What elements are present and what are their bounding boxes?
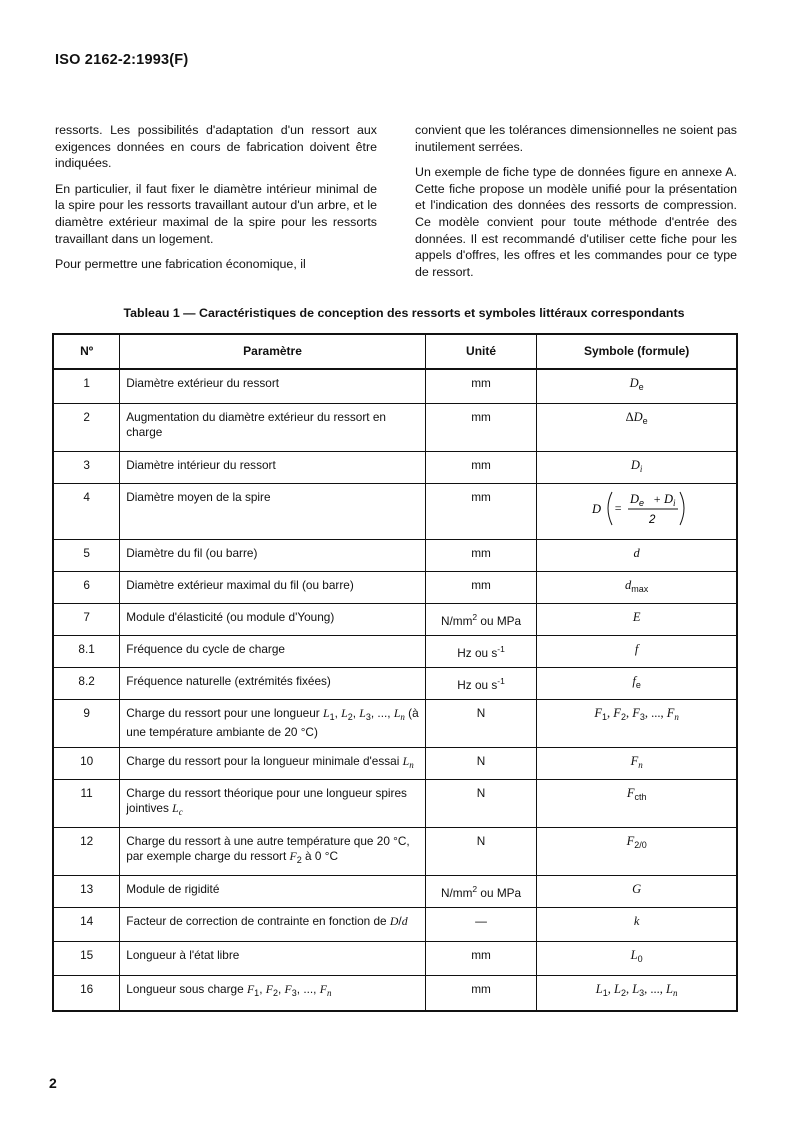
row-unit: mm xyxy=(425,975,536,1011)
row-unit: mm xyxy=(425,483,536,539)
row-symbol: k xyxy=(537,907,737,941)
column-header-symbol: Symbole (formule) xyxy=(537,334,737,369)
row-parameter: Longueur à l'état libre xyxy=(120,941,426,975)
row-parameter: Diamètre du fil (ou barre) xyxy=(120,539,426,571)
row-number: 10 xyxy=(53,747,120,779)
svg-text:2: 2 xyxy=(648,513,656,526)
row-symbol: $D_e$ xyxy=(537,369,737,403)
svg-text:D: D xyxy=(629,491,639,506)
row-unit: N xyxy=(425,827,536,875)
mean-diameter-formula xyxy=(552,488,722,528)
page-number: 2 xyxy=(49,1075,57,1091)
table-row xyxy=(53,975,737,1011)
row-number: 8.1 xyxy=(53,635,120,667)
row-number: 2 xyxy=(53,403,120,451)
row-unit: mm xyxy=(425,369,536,403)
row-unit: N xyxy=(425,747,536,779)
svg-text:=: = xyxy=(613,500,622,515)
row-unit: mm xyxy=(425,941,536,975)
row-number: 15 xyxy=(53,941,120,975)
table-row xyxy=(53,779,737,827)
row-parameter: Diamètre moyen de la spire xyxy=(120,483,426,539)
table-row xyxy=(53,403,737,451)
table-row xyxy=(53,667,737,699)
row-symbol: $F_{cth}$ xyxy=(537,779,737,827)
svg-text:D: D xyxy=(663,491,673,506)
row-parameter: Diamètre intérieur du ressort xyxy=(120,451,426,483)
row-number: 6 xyxy=(53,571,120,603)
row-symbol: E xyxy=(537,603,737,635)
paragraph: Pour permettre une fabrication économique, il xyxy=(55,257,306,272)
svg-text:D: D xyxy=(591,501,601,516)
table-caption: Tableau 1 — Caractéristiques de conception des ressorts et symboles littéraux correspondants xyxy=(123,306,685,320)
row-symbol: $D_i$ xyxy=(537,451,737,483)
table-row xyxy=(53,369,737,403)
table-row xyxy=(53,451,737,483)
table-row xyxy=(53,571,737,603)
row-parameter: Charge du ressort pour la longueur minimale d'essai $L_n$ xyxy=(120,747,426,779)
row-parameter: Longueur sous charge $F_1$, $F_2$, $F_3$, ..., $F_n$ xyxy=(120,975,426,1011)
row-symbol: $d_{max}$ xyxy=(537,571,737,603)
row-unit: mm xyxy=(425,539,536,571)
row-unit: mm xyxy=(425,571,536,603)
row-symbol: $F_1$, $F_2$, $F_3$, ..., $F_n$ xyxy=(537,699,737,747)
row-symbol-formula xyxy=(537,483,737,539)
table-row xyxy=(53,827,737,875)
row-parameter: Facteur de correction de contrainte en fonction de D/d xyxy=(120,907,426,941)
row-unit: mm xyxy=(425,403,536,451)
row-number: 1 xyxy=(53,369,120,403)
spring-characteristics-table xyxy=(52,333,738,1012)
row-number: 14 xyxy=(53,907,120,941)
paragraph: ressorts. Les possibilités d'adaptation d'un ressort aux exigences données en cours de fabrication doivent être indiquées. xyxy=(55,123,377,171)
table-row xyxy=(53,875,737,907)
row-unit: Hz ou $s^{-1}$ xyxy=(425,635,536,667)
svg-text:+: + xyxy=(652,491,661,506)
row-symbol: $L_1$, $L_2$, $L_3$, ..., $L_n$ xyxy=(537,975,737,1011)
row-parameter: Module de rigidité xyxy=(120,875,426,907)
row-symbol: d xyxy=(537,539,737,571)
svg-text:i: i xyxy=(672,497,676,508)
column-header-unit: Unité xyxy=(425,334,536,369)
svg-text:e: e xyxy=(638,497,644,508)
row-number: 3 xyxy=(53,451,120,483)
row-number: 13 xyxy=(53,875,120,907)
row-symbol: $L_0$ xyxy=(537,941,737,975)
row-number: 5 xyxy=(53,539,120,571)
document-header: ISO 2162-2:1993(F) xyxy=(55,52,189,68)
right-text-column xyxy=(415,122,737,289)
column-header-parameter: Paramètre xyxy=(120,334,426,369)
row-unit: $N/mm^2$ ou MPa xyxy=(425,603,536,635)
row-symbol: f xyxy=(537,635,737,667)
paragraph: Un exemple de fiche type de données figure en annexe A. Cette fiche propose un modèle unifié pour la présentation et l'indication des données des ressorts de compression. Ce modèle convient pour toute méthode d'entrée des données. Il est recommandé d'utiliser cette fiche pour les appels d'offres, les offres et les commandes pour ce type de ressort. xyxy=(415,165,737,279)
row-number: 16 xyxy=(53,975,120,1011)
row-number: 12 xyxy=(53,827,120,875)
row-symbol: $F_n$ xyxy=(537,747,737,779)
table-row xyxy=(53,941,737,975)
row-symbol: $f_e$ xyxy=(537,667,737,699)
row-unit: mm xyxy=(425,451,536,483)
row-number: 9 xyxy=(53,699,120,747)
row-unit: $N/mm^2$ ou MPa xyxy=(425,875,536,907)
row-parameter: Charge du ressort pour une longueur $L_1$, $L_2$, $L_3$, ..., $L_n$ (à une température ambiante de 20 °C) xyxy=(120,699,426,747)
row-parameter: Charge du ressort à une autre température que 20 °C, par exemple charge du ressort $F_2$ à 0 °C xyxy=(120,827,426,875)
column-header-no: Nº xyxy=(53,334,120,369)
row-parameter: Module d'élasticité (ou module d'Young) xyxy=(120,603,426,635)
paragraph: En particulier, il faut fixer le diamètre intérieur minimal de la spire pour les ressorts travaillant autour d'un arbre, et le diamètre extérieur maximal de la spire pour les ressorts travaillant dans un logement. xyxy=(55,181,377,246)
row-unit: Hz ou $s^{-1}$ xyxy=(425,667,536,699)
row-parameter: Fréquence naturelle (extrémités fixées) xyxy=(120,667,426,699)
table-row xyxy=(53,483,737,539)
row-parameter: Diamètre extérieur maximal du fil (ou barre) xyxy=(120,571,426,603)
row-number: 7 xyxy=(53,603,120,635)
table-row xyxy=(53,635,737,667)
row-unit: — xyxy=(425,907,536,941)
table-row xyxy=(53,747,737,779)
paragraph: convient que les tolérances dimensionnelles ne soient pas inutilement serrées. xyxy=(415,123,737,154)
row-parameter: Augmentation du diamètre extérieur du ressort en charge xyxy=(120,403,426,451)
table-header-row xyxy=(53,334,737,369)
table-row xyxy=(53,699,737,747)
left-text-column xyxy=(55,122,377,282)
row-symbol: $F_{2/0}$ xyxy=(537,827,737,875)
row-number: 8.2 xyxy=(53,667,120,699)
row-number: 11 xyxy=(53,779,120,827)
row-parameter: Fréquence du cycle de charge xyxy=(120,635,426,667)
table-row xyxy=(53,603,737,635)
row-symbol: G xyxy=(537,875,737,907)
table-row xyxy=(53,539,737,571)
row-unit: N xyxy=(425,699,536,747)
row-symbol: $\Delta D_e$ xyxy=(537,403,737,451)
row-parameter: Diamètre extérieur du ressort xyxy=(120,369,426,403)
row-parameter: Charge du ressort théorique pour une longueur spires jointives $L_c$ xyxy=(120,779,426,827)
row-unit: N xyxy=(425,779,536,827)
row-number: 4 xyxy=(53,483,120,539)
table-row xyxy=(53,907,737,941)
